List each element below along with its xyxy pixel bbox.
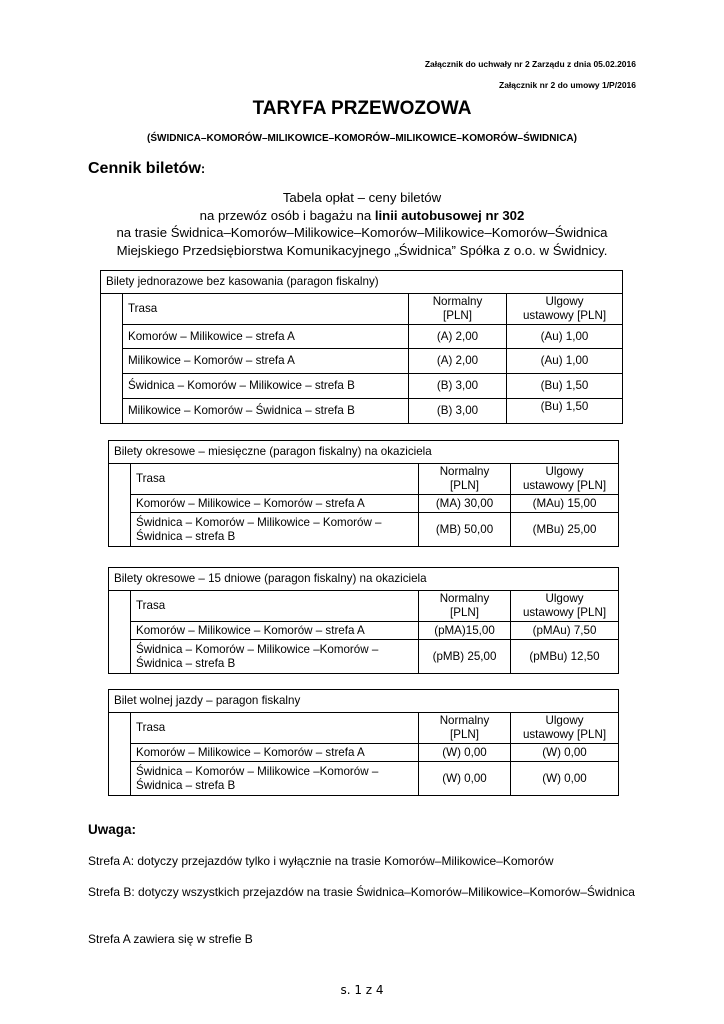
route-cell: Świdnica – Komorów – Milikowice – strefa B xyxy=(123,374,409,399)
table-blank-column xyxy=(109,713,131,796)
route-cell: Komorów – Milikowice – Komorów – strefa A xyxy=(131,495,419,513)
notes-heading: Uwaga: xyxy=(88,822,137,837)
table-row xyxy=(101,374,623,399)
normal-price-cell: (A) 2,00 xyxy=(409,349,507,374)
intro-line-3: na trasie Świdnica–Komorów–Milikowice–Komorów–Milikowice–Komorów–Świdnica xyxy=(116,225,608,241)
normal-price-cell: (pMA)15,00 xyxy=(419,622,511,640)
normal-price-cell: (B) 3,00 xyxy=(409,374,507,399)
table-row xyxy=(109,640,619,674)
normal-price-cell: (W) 0,00 xyxy=(419,744,511,762)
intro-line-2-text: na przewóz osób i bagażu na xyxy=(199,207,375,223)
reduced-price-cell: (MAu) 15,00 xyxy=(511,495,619,513)
route-subtitle: (ŚWIDNICA–KOMORÓW–MILIKOWICE–KOMORÓW–MILIKOWICE–KOMORÓW–ŚWIDNICA) xyxy=(147,133,577,144)
table-row xyxy=(109,744,619,762)
reduced-price-cell: (Bu) 1,50 xyxy=(507,399,623,424)
normal-price-cell: (B) 3,00 xyxy=(409,399,507,424)
table-row xyxy=(109,513,619,547)
column-header-route: Trasa xyxy=(131,591,419,622)
column-header-normal-line1: Normalny xyxy=(439,592,490,605)
reduced-price-cell: (pMBu) 12,50 xyxy=(511,640,619,674)
route-cell: Świdnica – Komorów – Milikowice –Komorów – Świdnica – strefa B xyxy=(131,640,419,674)
route-cell: Świdnica – Komorów – Milikowice – Komorów – Świdnica – strefa B xyxy=(131,513,419,547)
table-header-row xyxy=(109,591,619,622)
table-row xyxy=(109,495,619,513)
reduced-price-cell: (W) 0,00 xyxy=(511,744,619,762)
single-ticket-table xyxy=(100,270,623,424)
column-header-normal-line2: [PLN] xyxy=(443,309,472,322)
column-header-normal-line2: [PLN] xyxy=(450,606,479,619)
route-cell: Milikowice – Komorów – strefa A xyxy=(123,349,409,374)
table-caption: Bilety okresowe – 15 dniowe (paragon fiskalny) na okaziciela xyxy=(109,568,619,591)
table-row xyxy=(101,325,623,349)
intro-line-2-bold: linii autobusowej nr 302 xyxy=(374,207,525,223)
column-header-normal-line1: Normalny xyxy=(439,714,490,727)
table-caption-row xyxy=(101,271,623,294)
reduced-price-cell: (Bu) 1,50 xyxy=(507,374,623,399)
monthly-ticket-table xyxy=(108,440,619,547)
normal-price-cell: (pMB) 25,00 xyxy=(419,640,511,674)
route-cell: Komorów – Milikowice – strefa A xyxy=(123,325,409,349)
route-cell: Świdnica – Komorów – Milikowice –Komorów – Świdnica – strefa B xyxy=(131,762,419,796)
column-header-route: Trasa xyxy=(131,464,419,495)
column-header-reduced-line2: ustawowy [PLN] xyxy=(522,728,607,741)
column-header-reduced xyxy=(511,713,619,744)
column-header-reduced xyxy=(511,591,619,622)
column-header-reduced xyxy=(507,294,623,325)
route-cell: Komorów – Milikowice – Komorów – strefa A xyxy=(131,744,419,762)
fifteen-day-ticket-table xyxy=(108,567,619,674)
table-header-row xyxy=(109,713,619,744)
price-list-heading-text: Cennik biletów xyxy=(88,160,201,177)
table-blank-column xyxy=(109,464,131,547)
page-number: s. 1 z 4 xyxy=(340,983,384,997)
intro-line-1: Tabela opłat – ceny biletów xyxy=(282,190,442,205)
document-title: TARYFA PRZEWOZOWA xyxy=(252,98,472,119)
route-cell: Milikowice – Komorów – Świdnica – strefa B xyxy=(123,399,409,424)
column-header-normal xyxy=(419,464,511,495)
reduced-price-cell: (Au) 1,00 xyxy=(507,349,623,374)
column-header-route: Trasa xyxy=(131,713,419,744)
column-header-reduced-line2: ustawowy [PLN] xyxy=(522,479,607,492)
table-row xyxy=(109,622,619,640)
reduced-price-cell: (Au) 1,00 xyxy=(507,325,623,349)
column-header-reduced-line2: ustawowy [PLN] xyxy=(522,309,607,322)
column-header-normal-line2: [PLN] xyxy=(450,728,479,741)
column-header-reduced xyxy=(511,464,619,495)
reduced-price-cell: (W) 0,00 xyxy=(511,762,619,796)
table-caption-row xyxy=(109,441,619,464)
attachment-resolution-note: Załącznik do uchwały nr 2 Zarządu z dnia 05.02.2016 xyxy=(424,59,636,69)
table-header-row xyxy=(109,464,619,495)
intro-line-2 xyxy=(60,207,664,225)
column-header-normal xyxy=(409,294,507,325)
zone-a-note: Strefa A: dotyczy przejazdów tylko i wyłącznie na trasie Komorów–Milikowice–Komorów xyxy=(88,854,554,868)
column-header-normal xyxy=(419,713,511,744)
normal-price-cell: (W) 0,00 xyxy=(419,762,511,796)
reduced-price-cell: (pMAu) 7,50 xyxy=(511,622,619,640)
reduced-price-cell: (MBu) 25,00 xyxy=(511,513,619,547)
table-blank-column xyxy=(101,294,123,424)
intro-line-4: Miejskiego Przedsiębiorstwa Komunikacyjnego „Świdnica” Spółka z o.o. w Świdnicy. xyxy=(116,242,608,258)
normal-price-cell: (MB) 50,00 xyxy=(419,513,511,547)
route-cell: Komorów – Milikowice – Komorów – strefa A xyxy=(131,622,419,640)
column-header-normal-line1: Normalny xyxy=(439,465,490,478)
table-caption-row xyxy=(109,568,619,591)
table-blank-column xyxy=(109,591,131,674)
table-caption: Bilety okresowe – miesięczne (paragon fiskalny) na okaziciela xyxy=(109,441,619,464)
price-list-heading xyxy=(88,160,205,178)
free-travel-ticket-table xyxy=(108,689,619,796)
column-header-reduced-line1: Ulgowy xyxy=(545,295,584,308)
zone-contains-note: Strefa A zawiera się w strefie B xyxy=(88,932,253,946)
table-row xyxy=(101,349,623,374)
column-header-reduced-line2: ustawowy [PLN] xyxy=(522,606,607,619)
price-list-heading-colon: : xyxy=(200,161,206,176)
attachment-contract-note: Załącznik nr 2 do umowy 1/P/2016 xyxy=(499,80,636,90)
table-row xyxy=(101,399,623,424)
table-caption-row xyxy=(109,690,619,713)
table-caption: Bilety jednorazowe bez kasowania (paragon fiskalny) xyxy=(101,271,623,294)
table-caption: Bilet wolnej jazdy – paragon fiskalny xyxy=(109,690,619,713)
table-row xyxy=(109,762,619,796)
column-header-reduced-line1: Ulgowy xyxy=(545,592,584,605)
table-header-row xyxy=(101,294,623,325)
normal-price-cell: (A) 2,00 xyxy=(409,325,507,349)
column-header-normal-line2: [PLN] xyxy=(450,479,479,492)
intro-paragraph xyxy=(60,189,664,259)
normal-price-cell: (MA) 30,00 xyxy=(419,495,511,513)
column-header-route: Trasa xyxy=(123,294,409,325)
column-header-normal-line1: Normalny xyxy=(432,295,483,308)
column-header-reduced-line1: Ulgowy xyxy=(545,714,584,727)
column-header-normal xyxy=(419,591,511,622)
column-header-reduced-line1: Ulgowy xyxy=(545,465,584,478)
zone-b-note: Strefa B: dotyczy wszystkich przejazdów na trasie Świdnica–Komorów–Milikowice–Komorów–Świdnica xyxy=(88,885,635,899)
